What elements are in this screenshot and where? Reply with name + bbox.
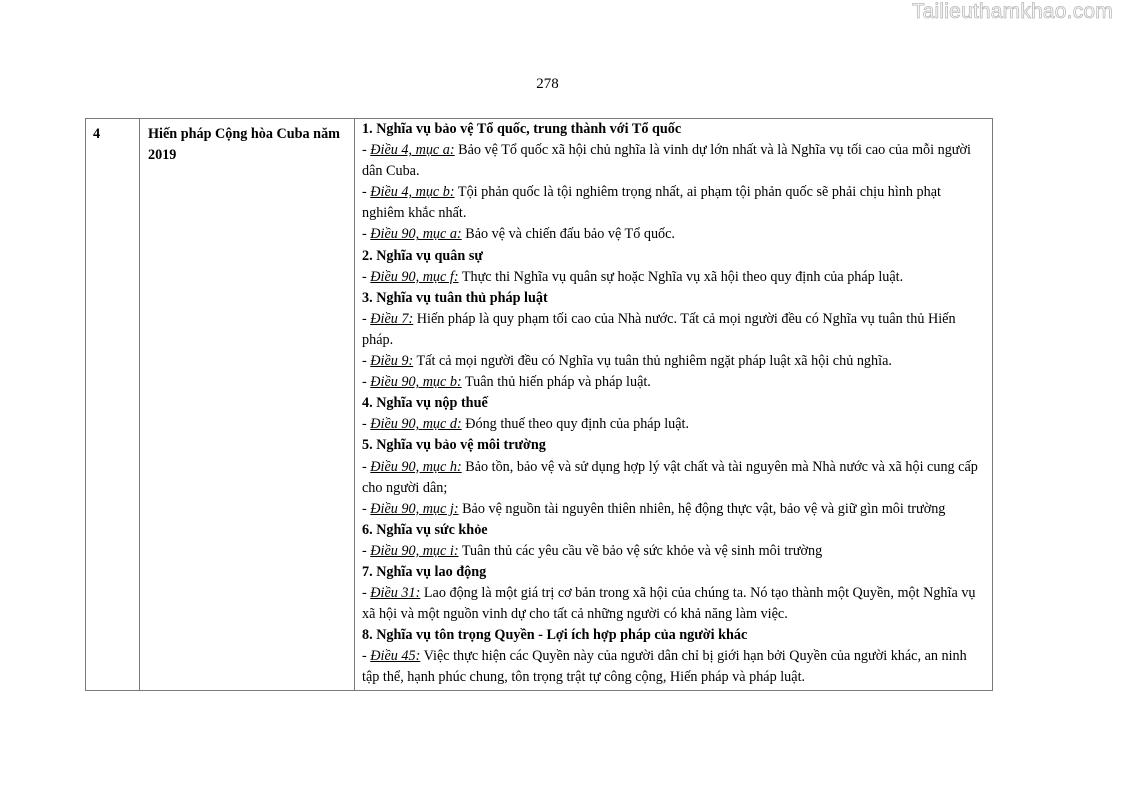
obligation-item: - Điều 90, mục d: Đóng thuế theo quy định của pháp luật. (362, 416, 690, 433)
obligation-item: - Điều 31: Lao động là một giá trị cơ bản trong xã hội của chúng ta. Nó tạo thành một Quyền, một Nghĩa vụ xã hội và một nguồn vinh dự cho tất cả những người có khả năng làm việc. (362, 585, 976, 623)
obligation-item: - Điều 90, mục i: Tuân thủ các yêu cầu về bảo vệ sức khỏe và vệ sinh môi trường (362, 542, 823, 559)
article-reference: Điều 90, mục a: (370, 226, 462, 243)
article-text: Lao động là một giá trị cơ bản trong xã hội của chúng ta. Nó tạo thành một Quyền, một Nghĩa vụ xã hội và một nguồn vinh dự cho tất cả những người có khả năng làm việc. (362, 585, 976, 623)
watermark: Tailieuthamkhao.com (911, 0, 1113, 23)
obligation-item: - Điều 90, mục a: Bảo vệ và chiến đấu bảo vệ Tổ quốc. (362, 226, 675, 243)
section-heading: 4. Nghĩa vụ nộp thuế (362, 395, 488, 412)
section-heading: 1. Nghĩa vụ bảo vệ Tổ quốc, trung thành với Tổ quốc (362, 121, 682, 137)
obligation-item: - Điều 90, mục b: Tuân thủ hiến pháp và pháp luật. (362, 374, 651, 391)
obligations-content (362, 119, 984, 689)
table-row (86, 119, 993, 691)
obligations-table (85, 118, 993, 691)
section-heading: 2. Nghĩa vụ quân sự (362, 247, 483, 264)
section-heading: 6. Nghĩa vụ sức khỏe (362, 521, 488, 538)
article-reference: Điều 90, mục j: (370, 500, 459, 517)
section-heading: 8. Nghĩa vụ tôn trọng Quyền - Lợi ích hợp pháp của người khác (362, 627, 748, 644)
constitution-title: Hiến pháp Cộng hòa Cuba năm 2019 (148, 126, 340, 164)
article-text: Hiến pháp là quy phạm tối cao của Nhà nước. Tất cả mọi người đều có Nghĩa vụ tuân thủ Hiến pháp. (362, 310, 956, 348)
article-reference: Điều 4, mục b: (370, 184, 455, 201)
article-text: Tuân thủ hiến pháp và pháp luật. (461, 374, 651, 391)
article-text: Thực thi Nghĩa vụ quân sự hoặc Nghĩa vụ xã hội theo quy định của pháp luật. (458, 268, 904, 285)
article-reference: Điều 45: (370, 648, 421, 665)
article-text: Bảo vệ Tổ quốc xã hội chủ nghĩa là vinh dự lớn nhất và là Nghĩa vụ tối cao của mỗi người dân Cuba. (362, 142, 971, 180)
row-number: 4 (93, 126, 101, 142)
section-heading: 3. Nghĩa vụ tuân thủ pháp luật (362, 289, 548, 306)
article-text: Đóng thuế theo quy định của pháp luật. (461, 416, 690, 433)
article-reference: Điều 90, mục b: (370, 374, 462, 391)
article-reference: Điều 9: (370, 353, 414, 370)
obligations-content-cell (355, 119, 993, 691)
page-number: 278 (536, 76, 559, 92)
article-text: Tất cả mọi người đều có Nghĩa vụ tuân thủ nghiêm ngặt pháp luật xã hội chủ nghĩa. (413, 353, 892, 370)
obligation-item: - Điều 4, mục a: Bảo vệ Tổ quốc xã hội chủ nghĩa là vinh dự lớn nhất và là Nghĩa vụ tối cao của mỗi người dân Cuba. (362, 142, 971, 180)
article-text: Bảo vệ nguồn tài nguyên thiên nhiên, hệ động thực vật, bảo vệ và giữ gìn môi trường (458, 500, 946, 517)
row-number-cell (86, 119, 140, 691)
article-reference: Điều 4, mục a: (370, 142, 455, 159)
obligation-item: - Điều 90, mục j: Bảo vệ nguồn tài nguyên thiên nhiên, hệ động thực vật, bảo vệ và giữ gìn môi trường (362, 500, 946, 517)
obligation-item: - Điều 45: Việc thực hiện các Quyền này của người dân chỉ bị giới hạn bởi Quyền của người khác, an ninh tập thể, hạnh phúc chung, tôn trọng trật tự công cộng, Hiến pháp và pháp luật. (362, 648, 967, 686)
article-text: Việc thực hiện các Quyền này của người dân chỉ bị giới hạn bởi Quyền của người khác, an ninh tập thể, hạnh phúc chung, tôn trọng trật tự công cộng, Hiến pháp và pháp luật. (362, 648, 967, 686)
article-reference: Điều 90, mục h: (370, 458, 462, 475)
obligation-item: - Điều 4, mục b: Tội phản quốc là tội nghiêm trọng nhất, ai phạm tội phản quốc sẽ phải chịu hình phạt nghiêm khắc nhất. (362, 184, 941, 222)
section-heading: 5. Nghĩa vụ bảo vệ môi trường (362, 437, 546, 454)
article-reference: Điều 90, mục i: (370, 542, 459, 559)
article-reference: Điều 7: (370, 310, 414, 327)
obligation-item: - Điều 90, mục h: Bảo tồn, bảo vệ và sử dụng hợp lý vật chất và tài nguyên mà Nhà nước và xã hội cung cấp cho người dân; (362, 458, 978, 496)
constitution-title-cell (140, 119, 355, 691)
article-text: Bảo vệ và chiến đấu bảo vệ Tổ quốc. (461, 226, 675, 243)
article-reference: Điều 90, mục d: (370, 416, 462, 433)
article-text: Tuân thủ các yêu cầu về bảo vệ sức khỏe và vệ sinh môi trường (458, 542, 823, 559)
article-text: Tội phản quốc là tội nghiêm trọng nhất, ai phạm tội phản quốc sẽ phải chịu hình phạt nghiêm khắc nhất. (362, 184, 941, 222)
article-reference: Điều 31: (370, 585, 421, 602)
article-reference: Điều 90, mục f: (370, 268, 459, 285)
obligation-item: - Điều 90, mục f: Thực thi Nghĩa vụ quân sự hoặc Nghĩa vụ xã hội theo quy định của pháp luật. (362, 268, 904, 285)
article-text: Bảo tồn, bảo vệ và sử dụng hợp lý vật chất và tài nguyên mà Nhà nước và xã hội cung cấp cho người dân; (362, 458, 978, 496)
section-heading: 7. Nghĩa vụ lao động (362, 563, 487, 580)
obligation-item: - Điều 7: Hiến pháp là quy phạm tối cao của Nhà nước. Tất cả mọi người đều có Nghĩa vụ tuân thủ Hiến pháp. (362, 310, 956, 348)
obligation-item: - Điều 9: Tất cả mọi người đều có Nghĩa vụ tuân thủ nghiêm ngặt pháp luật xã hội chủ nghĩa. (362, 353, 892, 370)
